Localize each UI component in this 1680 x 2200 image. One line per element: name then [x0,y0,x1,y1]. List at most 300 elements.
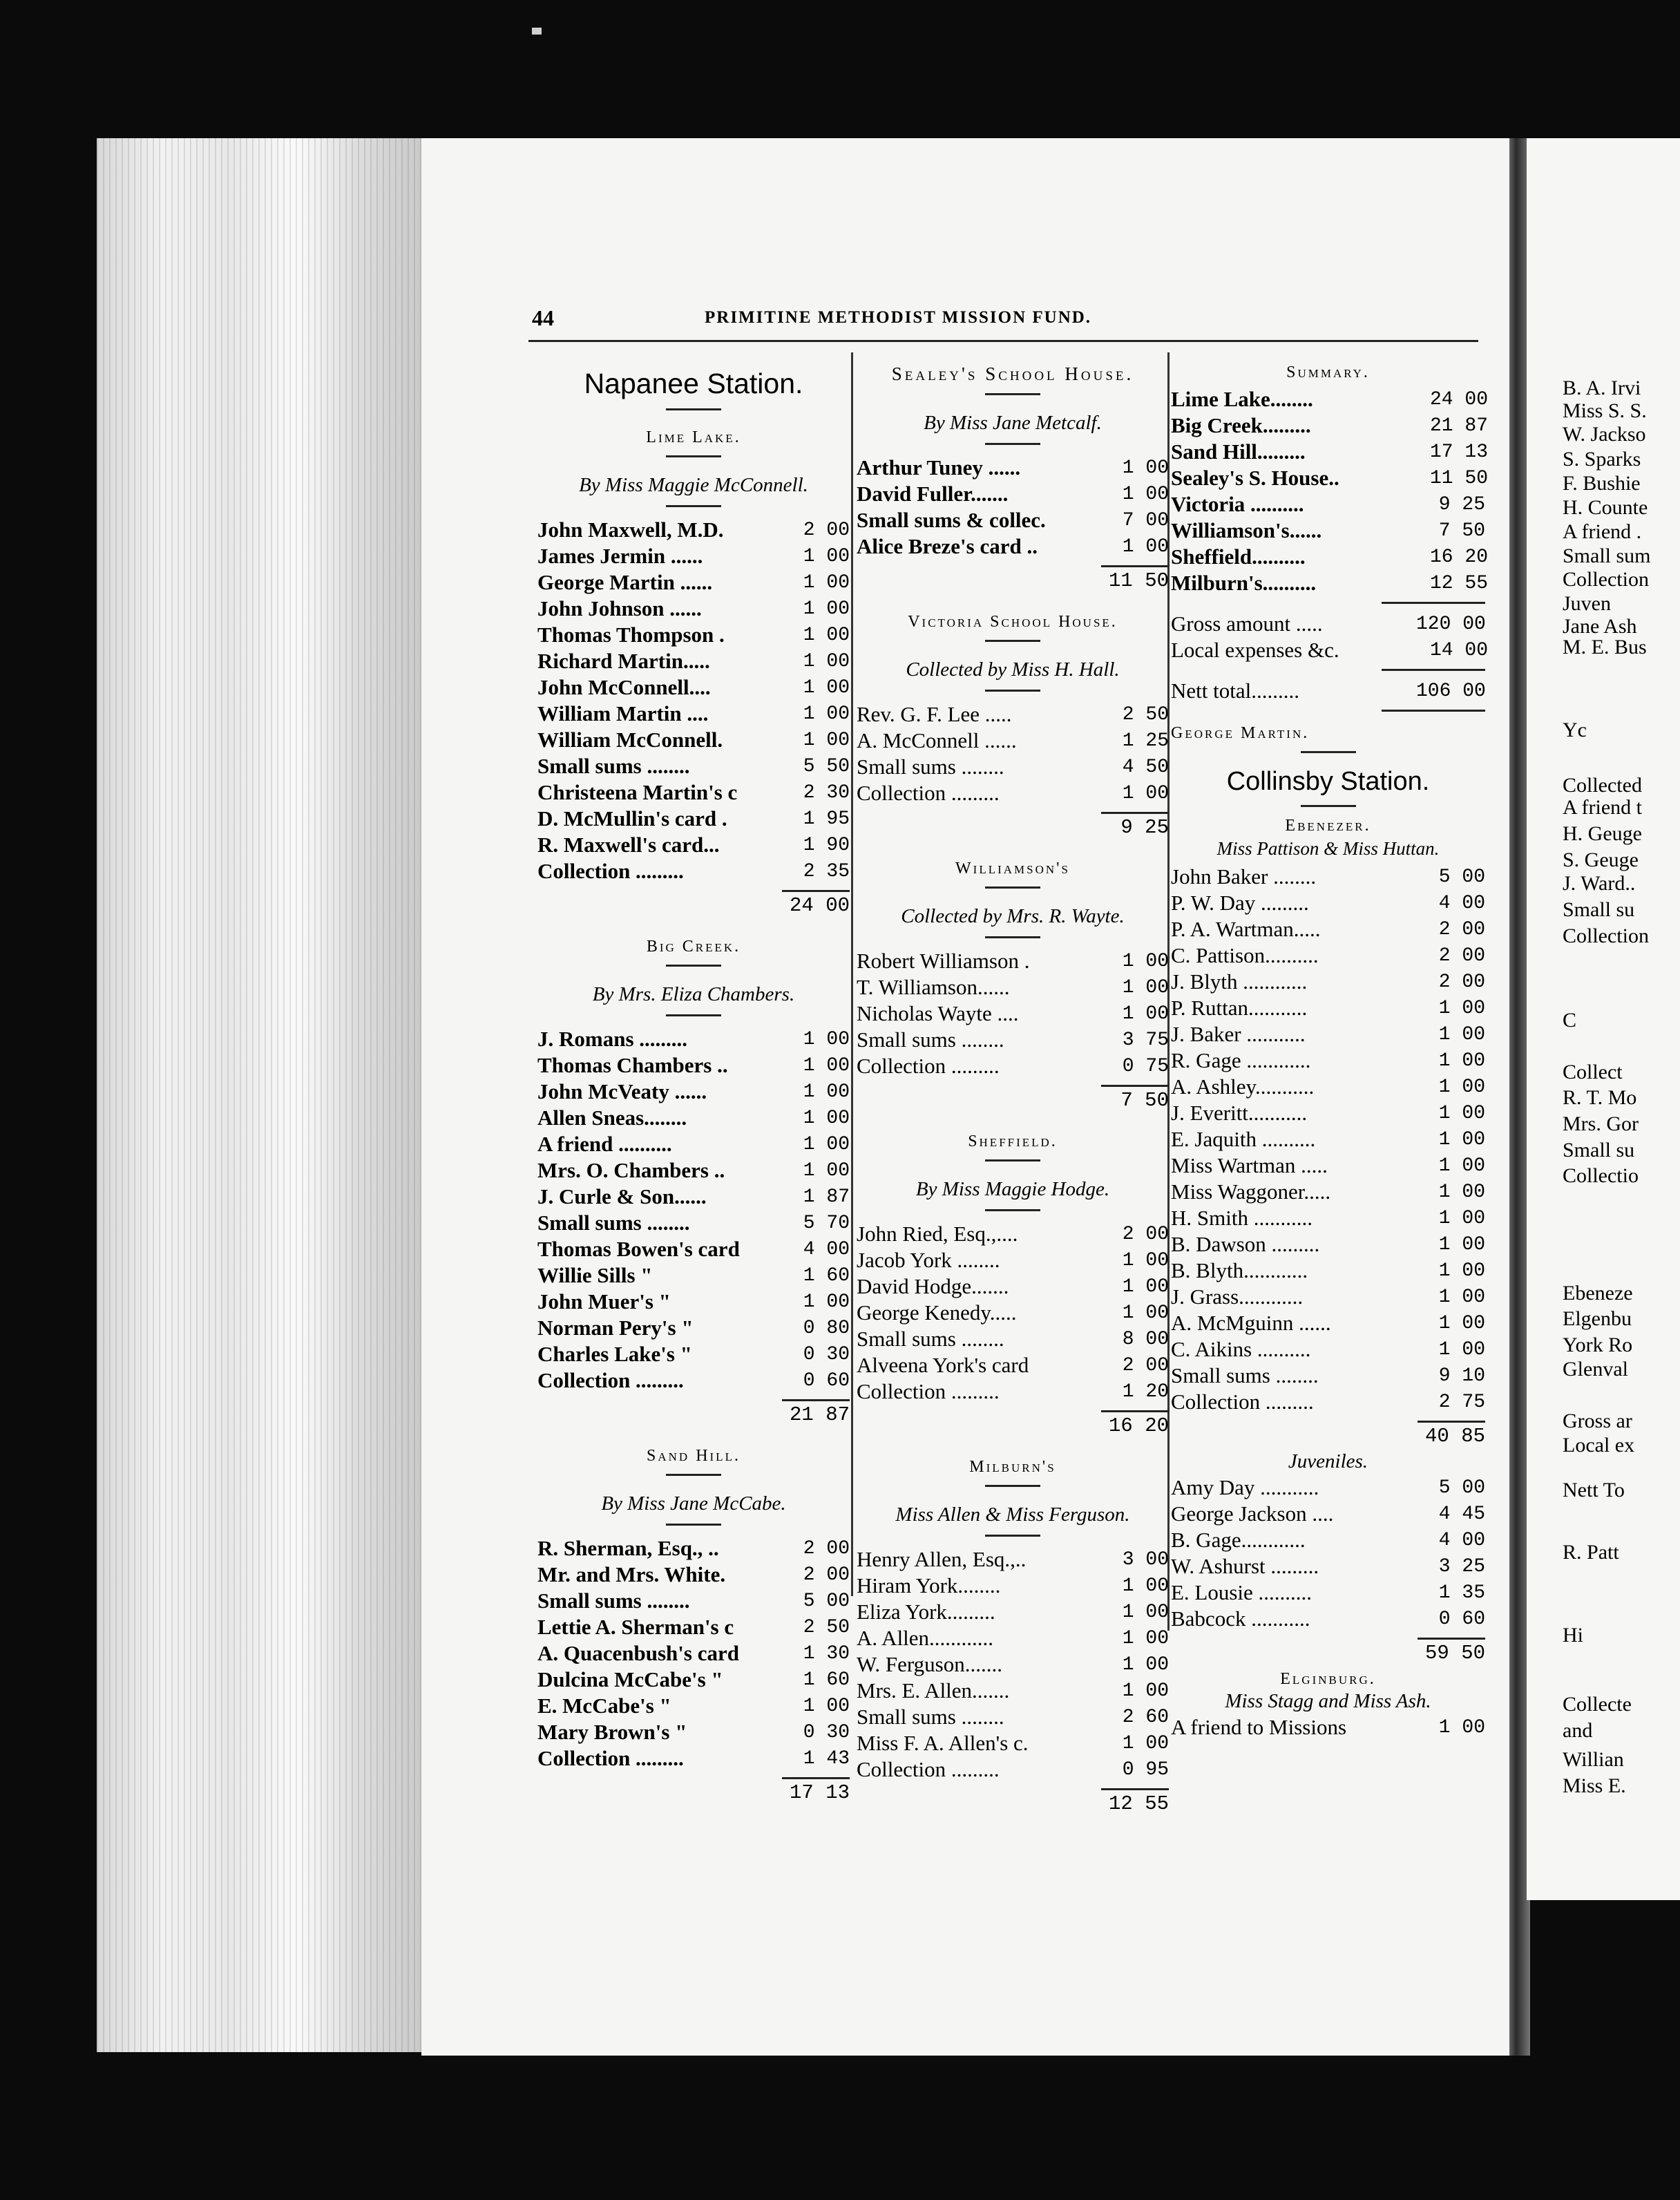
contributor-name: A. McConnell ...... [857,728,1017,752]
facing-page-line: B. A. Irvi [1563,377,1641,399]
contributor-name: J. Everitt........... [1171,1101,1308,1125]
amount: 1 00 [1438,1286,1485,1308]
ledger-row [857,1273,1169,1300]
ledger-row [1171,1231,1485,1258]
contributor-name: David Fuller....... [857,482,1009,506]
ledger-row [857,1625,1169,1651]
entry-list [857,1221,1169,1405]
collector-line: Miss Pattison & Miss Huttan. [1216,838,1440,859]
contributor-name: A. Quacenbush's card [537,1641,739,1665]
contributor-name: Sheffield.......... [1171,544,1306,569]
ledger-row [1171,1074,1485,1100]
amount: 1 00 [803,1291,850,1313]
amount: 1 00 [803,676,850,699]
collector-line: By Miss Jane Metcalf. [924,412,1102,434]
facing-page-line: W. Jackso [1563,423,1646,446]
ledger-row [537,622,850,648]
ledger-row [537,701,850,727]
amount: 5 00 [1438,866,1485,888]
page-number: 44 [532,305,554,330]
ledger-page [421,138,1509,2056]
facing-page-line: Willian [1563,1748,1624,1771]
juveniles-list [1171,1474,1485,1632]
contributor-name: Small sums ........ [537,1211,690,1235]
page-title: PRIMITINE METHODIST MISSION FUND. [705,308,1092,327]
amount: 5 50 [803,755,850,777]
ledger-row [857,1326,1169,1352]
ledger-row [1171,518,1485,544]
ledger-row [857,1651,1169,1678]
rule [666,455,721,457]
ledger-row [537,1262,850,1289]
ledger-row [1171,1501,1485,1527]
amount: 7 00 [1122,509,1169,531]
contributor-name: A friend to Missions [1171,1715,1347,1739]
ledger-row [537,1667,850,1693]
ledger-row [1171,864,1485,890]
ledger-row [1171,413,1489,439]
column-schools [857,359,1169,1818]
ledger-row [1171,439,1489,465]
contributor-name: Amy Day ........... [1171,1475,1319,1499]
book-page-edges [97,138,428,2052]
contributor-name: R. Sherman, Esq., .. [537,1536,719,1560]
ledger-row [537,1640,850,1667]
contributor-name: George Jackson .... [1171,1501,1334,1526]
ledger-row [537,832,850,858]
amount: 9 25 [1438,493,1485,515]
contributor-name: Collection ......... [857,1054,1000,1078]
ledger-row [1171,1553,1485,1580]
contributor-name: David Hodge....... [857,1274,1009,1298]
ledger-row [537,1588,850,1614]
rule [985,1485,1040,1487]
ledger-row [1171,1153,1485,1179]
entry-list [537,517,850,884]
contributor-name: W. Ferguson....... [857,1652,1002,1676]
amount: 4 50 [1122,756,1169,778]
amount: 1 00 [1438,1102,1485,1124]
amount: 24 00 [1430,388,1489,410]
amount: 2 50 [1122,703,1169,726]
amount: 1 00 [803,729,850,751]
amount: 2 50 [803,1616,850,1638]
ledger-row [857,1378,1169,1405]
ledger-row [857,701,1169,728]
amount: 1 00 [1122,782,1169,804]
contributor-name: J. Baker ........... [1171,1022,1306,1046]
facing-page-line: C [1563,1009,1577,1032]
ledger-row [1171,1284,1485,1310]
total-rule [1382,602,1485,604]
facing-page-line: F. Bushie [1563,472,1641,495]
amount: 2 00 [803,1537,850,1559]
juveniles-total: 59 50 [1424,1642,1485,1665]
ledger-row [857,1573,1169,1599]
ledger-row [537,1315,850,1341]
amount: 2 00 [1122,1223,1169,1245]
section-heading: Elginburg. [1280,1670,1376,1688]
contributor-name: Dulcina McCabe's " [537,1667,723,1691]
contributor-name: Miss Wartman ..... [1171,1153,1328,1177]
rule [1301,751,1356,753]
contributor-name: Collection ......... [1171,1390,1314,1414]
facing-page-line: Yc [1563,719,1587,741]
ledger-row [537,858,850,884]
contributor-name: John McVeaty ...... [537,1079,707,1103]
amount: 1 00 [1122,1302,1169,1324]
ledger-row [1171,1205,1485,1231]
ledger-row [1171,1021,1485,1047]
rule [666,965,721,967]
contributor-name: Thomas Bowen's card [537,1237,740,1261]
amount: 2 00 [1438,945,1485,967]
ledger-row [537,753,850,779]
contributor-name: James Jermin ...... [537,544,703,568]
amount: 1 00 [803,598,850,620]
amount: 1 87 [803,1186,850,1208]
contributor-name: D. McMullin's card . [537,806,727,831]
amount: 1 00 [803,624,850,646]
contributor-name: Norman Pery's " [537,1316,694,1340]
amount: 1 00 [803,1028,850,1050]
contributor-name: J. Romans ......... [537,1027,688,1051]
amount: 1 00 [1122,1732,1169,1754]
contributor-name: Mary Brown's " [537,1720,687,1744]
contributor-name: Miss F. A. Allen's c. [857,1731,1029,1755]
ledger-row [857,1599,1169,1625]
amount: 1 00 [803,1107,850,1129]
ledger-row [537,1614,850,1640]
gross-row [1171,611,1485,637]
ledger-row [857,1756,1169,1783]
section-heading: Sheffield. [968,1132,1058,1150]
amount: 17 13 [1430,441,1489,463]
contributor-name: Sand Hill......... [1171,439,1306,464]
section-total: 21 87 [789,1403,850,1426]
amount: 1 20 [1122,1381,1169,1403]
ledger-row [537,779,850,806]
amount: 0 75 [1122,1055,1169,1077]
amount: 1 00 [1438,1128,1485,1150]
ledger-row [537,1693,850,1719]
amount: 1 00 [803,703,850,725]
contributor-name: Lettie A. Sherman's c [537,1615,734,1639]
amount: 4 45 [1438,1503,1485,1525]
amount: 1 60 [803,1264,850,1287]
amount: 0 60 [803,1369,850,1392]
section-total: 9 25 [1120,816,1169,839]
amount: 1 00 [1122,1276,1169,1298]
ledger-row [857,754,1169,780]
ledger-row [537,1562,850,1588]
amount: 2 60 [1122,1706,1169,1728]
ledger-row [537,1367,850,1394]
nett-amount: 106 00 [1416,680,1486,702]
contributor-name: Sealey's S. House.. [1171,466,1339,490]
ledger-row [857,728,1169,754]
facing-page-line: Miss E. [1563,1774,1626,1797]
contributor-name: B. Blyth............ [1171,1258,1308,1282]
ledger-row [537,806,850,832]
contributor-name: Arthur Tuney ...... [857,455,1021,480]
amount: 3 75 [1122,1029,1169,1051]
collector-line: By Miss Jane McCabe. [601,1492,786,1515]
amount: 1 00 [1438,1076,1485,1098]
facing-page-line: Ebeneze [1563,1282,1633,1305]
ledger-row [1171,942,1485,969]
ledger-row [537,596,850,622]
amount: 2 00 [1438,971,1485,993]
rule [985,393,1040,395]
amount: 1 00 [1438,1050,1485,1072]
contributor-name: Collection ......... [857,1379,1000,1403]
facing-page-line: Nett To [1563,1479,1625,1501]
title-rule [666,408,721,410]
contributor-name: J. Curle & Son...... [537,1184,707,1208]
amount: 4 00 [1438,1529,1485,1551]
contributor-name: Small sums ........ [857,1327,1004,1351]
contributor-name: Williamson's...... [1171,518,1322,542]
contributor-name: Richard Martin..... [537,649,710,673]
contributor-name: Willie Sills " [537,1263,653,1287]
ledger-row [1171,916,1485,942]
amount: 1 00 [1122,535,1169,558]
ledger-row [857,948,1169,974]
ledger-row [537,1052,850,1079]
ledger-row [537,1184,850,1210]
amount: 1 00 [803,1054,850,1077]
amount: 21 87 [1430,415,1489,437]
contributor-name: C. Pattison.......... [1171,943,1319,967]
ledger-row [857,1001,1169,1027]
contributor-name: J. Grass............ [1171,1284,1304,1309]
section-total: 7 50 [1120,1089,1169,1112]
amount: 1 90 [803,834,850,856]
contributor-name: Small sums ........ [857,755,1004,779]
amount: 16 20 [1430,546,1489,568]
collector-line: Collected by Miss H. Hall. [906,658,1120,681]
contributor-name: Alice Breze's card .. [857,534,1038,558]
contributor-name: Small sums ........ [537,754,690,778]
ebenezer-list [1171,864,1485,1415]
local-expenses-row [1171,637,1489,663]
facing-page-line: Hi [1563,1624,1583,1647]
ledger-row [1171,1047,1485,1074]
contributor-name: A. Ashley........... [1171,1074,1315,1099]
section-heading: Sand Hill. [647,1447,741,1465]
amount: 1 60 [803,1669,850,1691]
collector-line: By Miss Maggie Hodge. [915,1178,1110,1200]
total-rule [1382,669,1485,671]
contributor-name: John Ried, Esq.,.... [857,1222,1018,1246]
column-napanee [537,359,850,1807]
amount: 0 30 [803,1721,850,1743]
contributor-name: Collection ......... [537,1368,684,1392]
amount: 1 25 [1122,730,1169,752]
facing-page-line: Collectio [1563,1164,1639,1187]
ledger-row [857,1221,1169,1247]
section-total: 16 20 [1108,1414,1169,1437]
ledger-row [857,1352,1169,1378]
ledger-row [857,507,1169,533]
amount: 4 00 [803,1238,850,1260]
amount: 0 60 [1438,1608,1485,1630]
contributor-name: Collection ......... [537,1746,684,1770]
facing-page-line: Collected [1563,774,1642,797]
facing-page-line: S. Geuge [1563,848,1639,871]
rule [666,1524,721,1526]
facing-page-line: Small sum [1563,544,1651,567]
amount: 1 00 [1438,1312,1485,1334]
amount: 5 00 [803,1590,850,1612]
ledger-row [537,1745,850,1772]
ledger-row [1171,544,1489,570]
running-head [532,305,1468,340]
amount: 1 00 [803,571,850,594]
ledger-row [537,569,850,596]
summary-heading: Summary. [1286,363,1370,381]
film-speck [532,28,542,35]
contributor-name: A friend .......... [537,1132,672,1156]
facing-page-line: York Ro [1563,1334,1633,1356]
ebenezer-total: 40 85 [1424,1425,1485,1448]
rule [666,1014,721,1016]
amount: 1 30 [803,1642,850,1665]
gross-amount: 120 00 [1416,613,1486,635]
column-summary-collinsby [1171,359,1489,1741]
facing-page-line: Collection [1563,924,1649,947]
amount: 12 55 [1430,572,1489,594]
contributor-name: A. Allen............ [857,1626,994,1650]
contributor-name: Allen Sneas........ [537,1106,687,1130]
amount: 1 00 [803,1133,850,1155]
amount: 0 80 [803,1317,850,1339]
contributor-name: A. McMguinn ...... [1171,1311,1331,1335]
contributor-name: Nicholas Wayte .... [857,1001,1019,1025]
ledger-row [537,1079,850,1105]
facing-page-line: Elgenbu [1563,1307,1632,1330]
amount: 1 00 [1122,483,1169,505]
contributor-name: R. Maxwell's card... [537,833,720,857]
contributor-name: Eliza York......... [857,1600,995,1624]
facing-page-line: Juven [1563,592,1611,615]
entry-list [537,1535,850,1772]
amount: 2 75 [1438,1391,1485,1413]
ledger-row [537,674,850,701]
facing-page-line: J. Ward.. [1563,872,1636,895]
contributor-name: Mrs. E. Allen....... [857,1678,1010,1703]
amount: 1 00 [803,1695,850,1717]
entry-list [857,455,1169,560]
amount: 1 00 [1438,1181,1485,1203]
contributor-name: John Maxwell, M.D. [537,518,724,542]
contributor-name: Christeena Martin's c [537,780,738,804]
contributor-name: Thomas Thompson . [537,623,725,647]
contributor-name: John Muer's " [537,1289,671,1314]
contributor-name: Babcock ........... [1171,1606,1310,1631]
facing-page-line: Small su [1563,898,1635,921]
amount: 1 00 [1438,1023,1485,1045]
rule [666,1474,721,1476]
amount: 3 00 [1122,1548,1169,1571]
amount: 7 50 [1438,520,1485,542]
section-heading: Ebenezer. [1285,817,1371,835]
contributor-name: Alveena York's card [857,1353,1029,1377]
contributor-name: Small sums & collec. [857,508,1046,532]
collector-line: By Miss Maggie McConnell. [579,474,808,496]
amount: 1 43 [803,1747,850,1770]
facing-page-line: H. Counte [1563,496,1648,519]
rule [985,886,1040,889]
contributor-name: William McConnell. [537,728,723,752]
section-heading: Sealey's School House. [891,363,1134,384]
elginburg-list [1171,1714,1485,1741]
contributor-name: Rev. G. F. Lee ..... [857,702,1012,726]
ledger-row [537,1236,850,1262]
facing-page-line: Glenval [1563,1358,1628,1381]
ledger-row [537,1719,850,1745]
facing-page-line: and [1563,1719,1593,1742]
amount: 1 95 [803,808,850,830]
rule [985,1535,1040,1537]
ledger-row [1171,1100,1485,1126]
amount: 9 10 [1438,1365,1485,1387]
ledger-row [1171,1179,1485,1205]
ledger-row [537,1105,850,1131]
contributor-name: John Baker ........ [1171,864,1317,889]
amount: 1 00 [1438,997,1485,1019]
ledger-row [1171,386,1489,413]
contributor-name: E. McCabe's " [537,1694,671,1718]
amount: 5 00 [1438,1477,1485,1499]
ledger-row [537,1157,850,1184]
contributor-name: Lime Lake........ [1171,387,1313,411]
facing-page-line: Mrs. Gor [1563,1112,1639,1135]
local-label: Local expenses &c. [1171,638,1339,662]
contributor-name: Thomas Chambers .. [537,1053,728,1077]
contributor-name: John McConnell.... [537,675,711,699]
ledger-row [537,1026,850,1052]
gross-label: Gross amount ..... [1171,611,1323,636]
collector-line: Miss Stagg and Miss Ash. [1225,1690,1431,1712]
facing-page-line: Collecte [1563,1693,1632,1716]
contributor-name: Hiram York........ [857,1573,1001,1597]
ledger-row [857,780,1169,806]
ledger-row [857,533,1169,560]
contributor-name: P. A. Wartman..... [1171,917,1321,941]
contributor-name: Big Creek......... [1171,413,1311,437]
ledger-row [857,481,1169,507]
ledger-row [857,455,1169,481]
contributor-name: Collection ......... [537,859,684,883]
ledger-row [537,1289,850,1315]
ledger-row [537,543,850,569]
amount: 0 30 [803,1343,850,1365]
entry-list [857,1546,1169,1783]
amount: 1 00 [1122,1627,1169,1649]
rule [985,443,1040,445]
facing-page-line: A friend . [1563,520,1642,543]
ledger-row [1171,570,1489,596]
ledger-row [537,1131,850,1157]
amount: 5 70 [803,1212,850,1234]
contributor-name: W. Ashurst ......... [1171,1554,1319,1578]
section-heading: Victoria School House. [908,613,1118,631]
facing-page-line: R. Patt [1563,1541,1619,1564]
rule [985,640,1040,642]
ledger-row [1171,995,1485,1021]
